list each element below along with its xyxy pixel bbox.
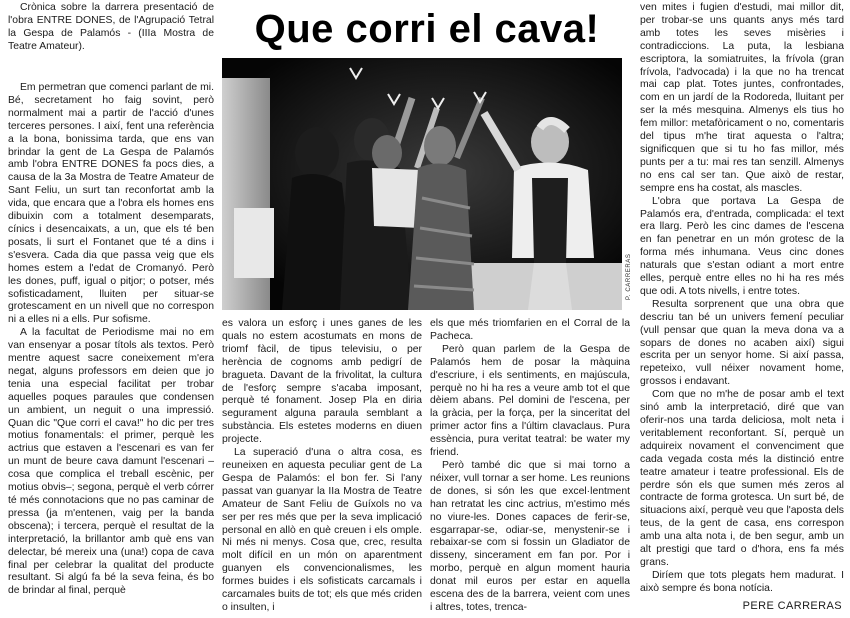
- intro-paragraph: Crònica sobre la darrera presentació de l'obra ENTRE DONES, de l'Agrupació Tetral la Gespa de Palamós - (IIIa Mostra de Teatre Amateur).: [8, 2, 214, 52]
- article-column-3: [430, 318, 630, 618]
- article-intro: [8, 2, 214, 82]
- body-paragraph: L'obra que portava La Gespa de Palamós era, d'entrada, complicada: el text era llarg. Però les cinc dames de l'escena en fan penetrar en un món grotesc de la forma més inhumana. Veus cinc dones naturals que s'estan odiant a mort entre elles, perquè entre elles no hi ha res més que odi. A tots nivells, i entre totes.: [640, 195, 844, 297]
- body-paragraph: La superació d'una o altra cosa, es reuneixen en aquesta peculiar gent de La Gespa de Palamós: el bon fer. Si l'any passat van guanyar la IIa Mostra de Teatre Amateur de Sant Feliu de Guíxols no va ser per res més que per la seva implicació personal en allò en què creuen i els omple. Ni més ni menys. Cosa que, crec, resulta molt difícil en un món on aparentment guanyen els convencionalismes, les formes buides i els sofisticats carcamals i carcamales buits de tot; els que més criden o insulten, i: [222, 447, 422, 613]
- body-paragraph: Em permetran que comenci parlant de mi. Bé, secretament ho faig sovint, però normalment mai a partir de l'acció d'unes terceres persones. I així, fent una referència a la bona, bonissima tarda, que ens van brindar la gent de La Gespa de Palamós amb l'obra ENTRE DONES fa pocs dies, a causa de la 3a Mostra de Teatre Amateur de Sant Feliu, un surt tan reconfortat amb la vida, que encara que a l'obra els homes ens dibuixin com a totalment desemparats, cínics i desencaixats, a un, que els té ben posats, li surt el Fontanet que té a dins i s'esvera. Cada dia que passa veig que els homes estem a l'edat de Cromanyó. Però les dones, puff, igual o pitjor; o potser, més sofisticadament, lluiten per situar-se grotescament en un nivell que no correspon ni a elles ni a ells. Pur sofisme.: [8, 82, 214, 326]
- article-column-4: [640, 2, 844, 600]
- body-paragraph: A la facultat de Periodisme mai no em van ensenyar a posar títols als textos. Però mentre aquest sacre coneixement m'era negat, alguns professors em deien que jo tenia una especial facilitat per trobar aquelles poques paraules que condensen un ambient, un neguit o una impressió. Quan dic "Que corri el cava!" ho dic per tres motius fonamentals: el primer, perquè les actrius que estaven a l'escenari es van fer un munt de beure cava damunt l'escenari –cosa que complica el treball escènic, per motius obvis–; segona, perquè el verb córrer té més connotacions que no pas caminar de pressa (ja m'entenen, vaig per la banda obscena); i tercera, perquè el resultat de la interpretació, la brillantor amb què ens van delectar, bé mereix una (una!) copa de cava final per celebrar la qualitat del producte resultant. Si algú fa bé la seva feina, és bo de brindar al final, perquè: [8, 327, 214, 597]
- article-column-1: [8, 82, 214, 617]
- body-paragraph: Però quan parlem de la Gespa de Palamós hem de posar la màquina d'escriure, i els sentiments, en majúscula, perquè no hi ha res a veure amb tot el que dèiem abans. Pel domini de l'escena, per la gràcia, per la força, per la sinceritat del primer actor fins a l'últim clavaclaus. Pura essència, pura veritat teatral: be water my friend.: [430, 343, 630, 459]
- article-column-2: [222, 318, 422, 618]
- article-headline: Que corri el cava!: [254, 7, 600, 51]
- body-paragraph: es valora un esforç i unes ganes de les quals no estem acostumats en mons de triomf fàcil, de tipus televisiu, o per herència de cognoms amb pedigrí de bragueta. Davant de la frivolitat, la cultura de l'esforç sempre s'acaba imposant, perquè té fonament. Josep Pla en diria segurament alguna paraula semblant a substància. Els estetes moderns en diuen projecte.: [222, 318, 422, 446]
- body-paragraph: Però també dic que si mai torno a néixer, vull tornar a ser home. Les reunions de dones, si són les que excel·lentment han retratat les cinc actrius, m'estimo més no viure-les. Dones capaces de ferir-se, esgarrapar-se, odiar-se, menystenir-se i rebaixar-se com si fossin un Gladiator de disseny, sincerament em fan por. Por i morbo, perquè en algun moment hauria donat mil euros per estar en aquella escena des de la barrera, veient com unes i altres, totes, trenca-: [430, 459, 630, 613]
- body-paragraph: els que més triomfarien en el Corral de la Pacheca.: [430, 318, 630, 342]
- body-paragraph: Resulta sorprenent que una obra que descriu tan bé un univers femení peculiar (vull pensar que quan la meva dona va a sopars de dones no acaben així) sigui escrita per un senyor home. Si així passa, repeteixo, vull néixer novament home, grossos i endavant.: [640, 298, 844, 388]
- photo-credit: P. CARRERAS: [626, 253, 632, 300]
- author-signature: PERE CARRERAS: [742, 600, 842, 612]
- body-paragraph: Com que no m'he de posar amb el text sinó amb la interpretació, diré que van oferir-nos una tarda deliciosa, molt neta i veritablement reconfortant. Sí, perquè un adquireix novament el convenciment que cada vegada costa més la distinció entre teatre amateur i teatre professional. Els de perdre són els que sumen més zeros al contracte de forma grotesca. Un surt bé, de situacions així, perquè veu que l'aposta dels teus, de la gent de casa, ens correspon amb una alta nota i, de ben segur, amb un alt prestigi que tard o d'hora, ens fa més grans.: [640, 389, 844, 568]
- body-paragraph: Diríem que tots plegats hem madurat. I això sempre és bona notícia.: [640, 569, 844, 594]
- body-paragraph: ven mites i fugien d'estudi, mai millor dit, per trobar-se uns quants anys més tard amb totes les seves misèries i contradiccions. La puta, la lesbiana escriptora, la somiatruites, la frívola (gran frívola, l'advocada) i la que no ha trencat mai cap plat. Totes juntes, confrontades, com en un jardí de la Rodoreda, lluitant per ser la més mesquina. Almenys els tius ho fem millor: metafòricament o no, comentaris del tipus m'he tirat aquesta o l'altra; significquen que si tu ho fas millor, més punts per a tu: mai res tan senzill. Almenys no ens cal ser tan. Que això de restar, sempre ens ha costat, als mascles.: [640, 2, 844, 194]
- article-photo: [222, 58, 622, 310]
